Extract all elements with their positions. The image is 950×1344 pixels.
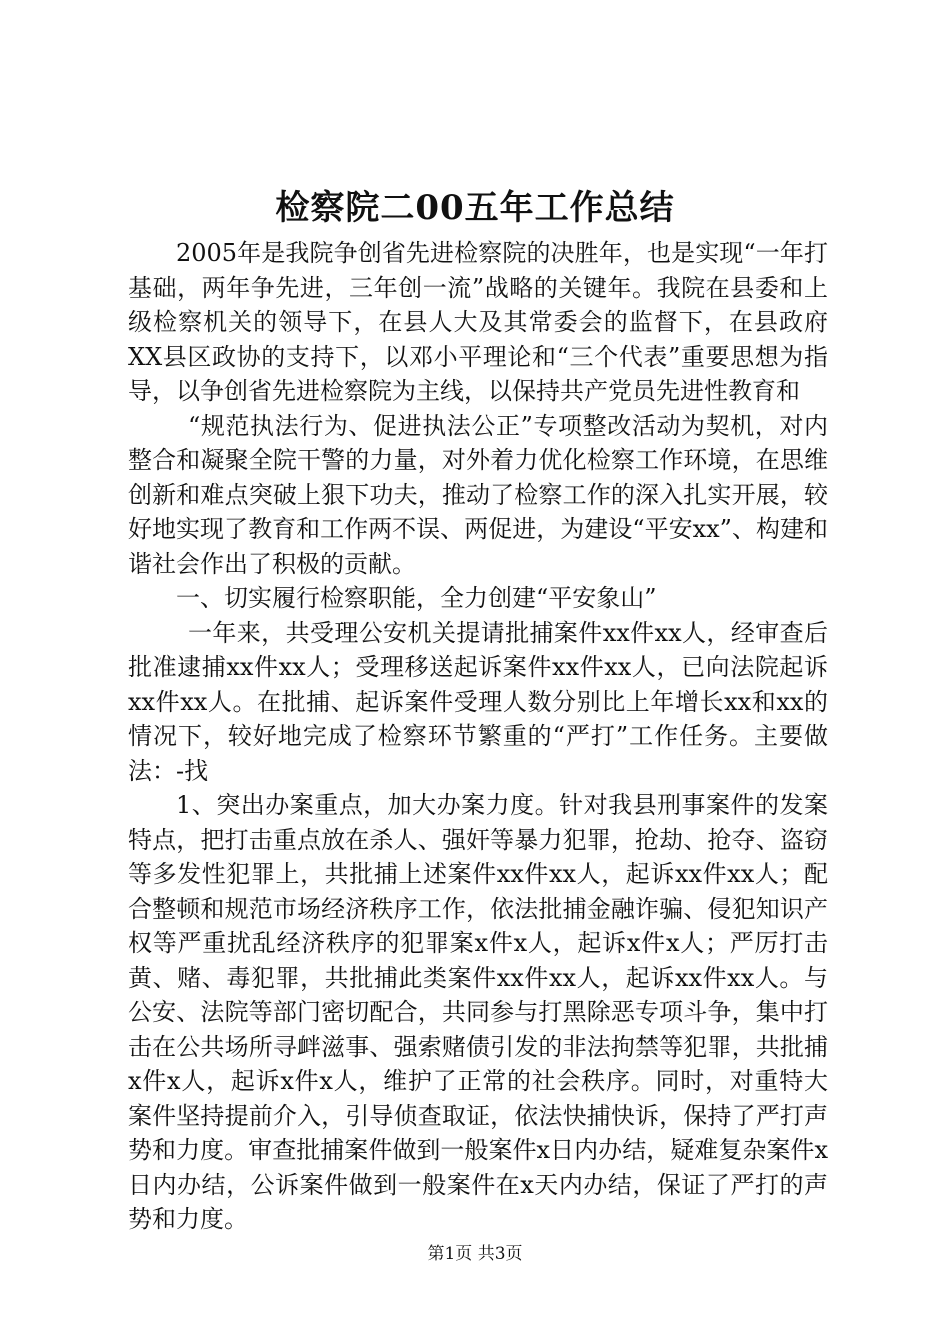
paragraph-intro-continued: “规范执法行为、促进执法公正”专项整改活动为契机，对内整合和凝聚全院干警的力量，对外着力优化检察工作环境，在思维创新和难点突破上狠下功夫，推动了检察工作的深入扎实开展，较好地实现了教育和工作两不误、两促进，为建设“平安xx”、构建和谐社会作出了积极的贡献。 — [128, 411, 828, 578]
paragraph-case-summary: 一年来，共受理公安机关提请批捕案件xx件xx人，经审查后批准逮捕xx件xx人；受理移送起诉案件xx件xx人，已向法院起诉xx件xx人。在批捕、起诉案件受理人数分别比上年增长xx和xx的情况下，较好地完成了检察环节繁重的“严打”工作任务。主要做法：-找 — [128, 618, 828, 785]
paragraph-intro: 2005年是我院争创省先进检察院的决胜年，也是实现“一年打基础，两年争先进，三年创一流”战略的关键年。我院在县委和上级检察机关的领导下，在县人大及其常委会的监督下，在县政府XX县区政协的支持下，以邓小平理论和“三个代表”重要思想为指导，以争创省先进检察院为主线，以保持共产党员先进性教育和 — [128, 239, 828, 405]
document-body — [128, 236, 828, 1237]
document-title: 检察院二00五年工作总结 — [275, 188, 675, 228]
page-footer: 第1页 共3页 — [427, 1244, 523, 1264]
section-heading-1: 一、切实履行检察职能，全力创建“平安象山” — [176, 584, 657, 612]
paragraph-point-1: 1、突出办案重点，加大办案力度。针对我县刑事案件的发案特点，把打击重点放在杀人、强奸等暴力犯罪，抢劫、抢夺、盗窃等多发性犯罪上，共批捕上述案件xx件xx人，起诉xx件xx人；配合整顿和规范市场经济秩序工作，依法批捕金融诈骗、侵犯知识产权等严重扰乱经济秩序的犯罪案x件x人，起诉x件x人；严厉打击黄、赌、毒犯罪，共批捕此类案件xx件xx人，起诉xx件xx人。与公安、法院等部门密切配合，共同参与打黑除恶专项斗争，集中打击在公共场所寻衅滋事、强索赌债引发的非法拘禁等犯罪，共批捕x件x人，起诉x件x人，维护了正常的社会秩序。同时，对重特大案件坚持提前介入，引导侦查取证，依法快捕快诉，保持了严打声势和力度。审查批捕案件做到一般案件x日内办结，疑难复杂案件x日内办结，公诉案件做到一般案件在x天内办结，保证了严打的声势和力度。 — [128, 791, 828, 1233]
